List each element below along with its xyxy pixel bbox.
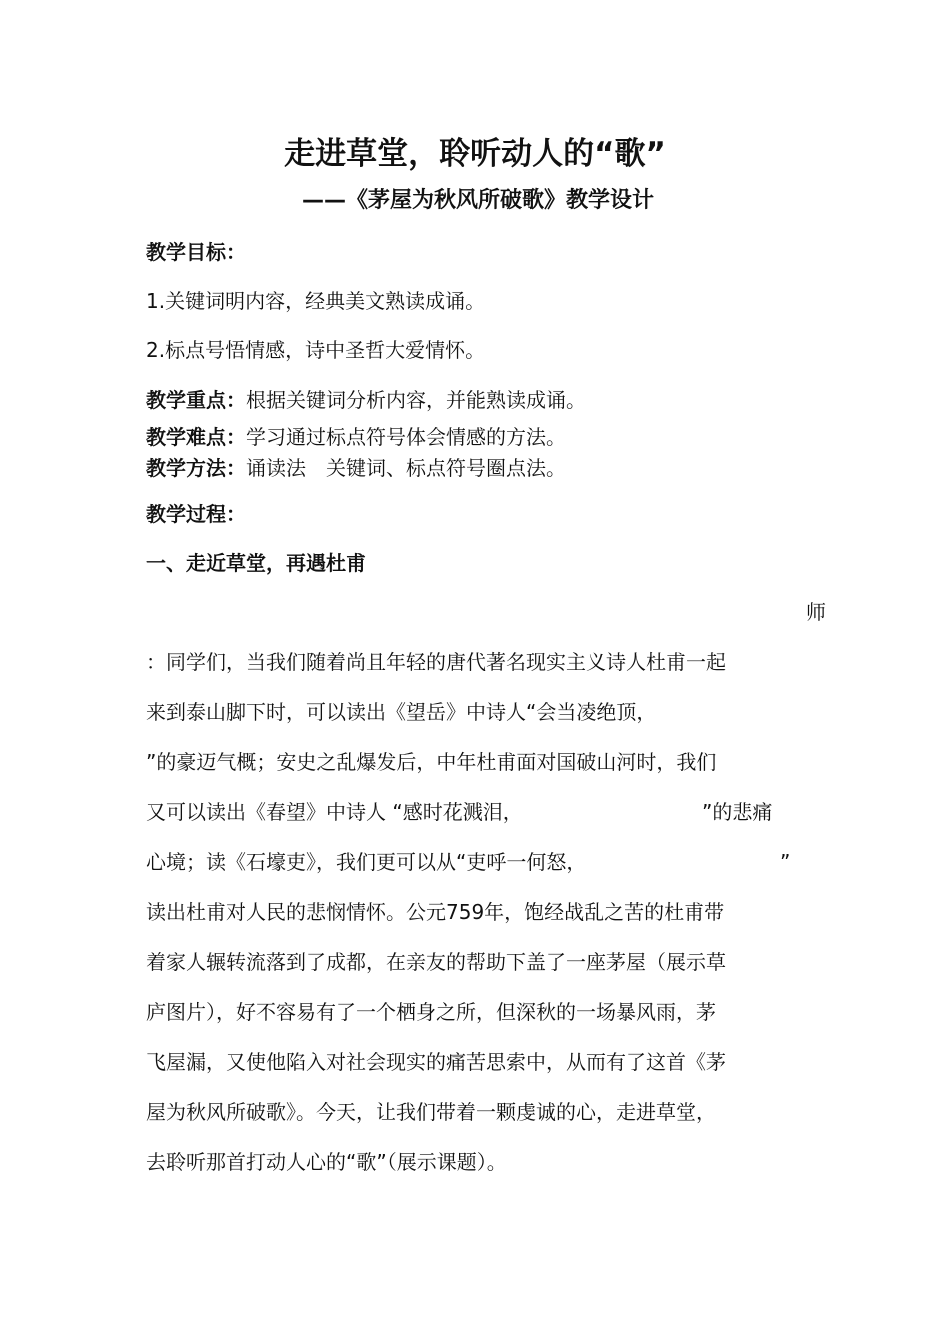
section-1-heading: 一、走近草堂，再遇杜甫 xyxy=(146,551,366,575)
document-title: 走进草堂，聆听动人的“歌” xyxy=(284,136,666,172)
paragraph-line: 来到泰山脚下时，可以读出《望岳》中诗人“会当凌绝顶， xyxy=(146,700,657,724)
key-point-label: 教学重点： xyxy=(146,388,246,412)
goal-item-1: 1.关键词明内容，经典美文熟读成诵。 xyxy=(146,289,486,313)
paragraph-line: 心境；读《石壕吏》，我们更可以从“吏呼一何怒， xyxy=(146,850,587,874)
key-point xyxy=(146,386,586,414)
document-subtitle: ——《茅屋为秋风所破歌》教学设计 xyxy=(302,188,655,213)
paragraph-line: 屋为秋风所破歌》。今天，让我们带着一颗虔诚的心，走进草堂， xyxy=(146,1100,716,1124)
goals-heading: 教学目标： xyxy=(146,240,246,264)
paragraph-line: 读出杜甫对人民的悲悯情怀。公元759年，饱经战乱之苦的杜甫带 xyxy=(146,900,725,924)
difficulty-text: 学习通过标点符号体会情感的方法。 xyxy=(246,425,566,449)
paragraph-line: 庐图片），好不容易有了一个栖身之所，但深秋的一场暴风雨，茅 xyxy=(146,1000,716,1024)
teaching-method xyxy=(146,454,566,482)
paragraph-line: 飞屋漏，又使他陷入对社会现实的痛苦思索中，从而有了这首《茅 xyxy=(146,1050,726,1074)
difficulty-point xyxy=(146,423,566,451)
paragraph-line: ”的豪迈气概；安史之乱爆发后，中年杜甫面对国破山河时，我们 xyxy=(146,750,717,774)
paragraph-line: 又可以读出《春望》中诗人 “感时花溅泪， xyxy=(146,800,523,824)
goal-item-2: 2.标点号悟情感，诗中圣哲大爱情怀。 xyxy=(146,338,486,362)
paragraph-line: 着家人辗转流落到了成都，在亲友的帮助下盖了一座茅屋（展示草 xyxy=(146,950,726,974)
paragraph-line-fragment: ” xyxy=(780,850,791,874)
teacher-label: 师 xyxy=(806,600,826,624)
key-point-text: 根据关键词分析内容，并能熟读成诵。 xyxy=(246,388,586,412)
method-text: 诵读法 关键词、标点符号圈点法。 xyxy=(246,456,566,480)
process-heading: 教学过程： xyxy=(146,502,246,526)
difficulty-label: 教学难点： xyxy=(146,425,246,449)
method-label: 教学方法： xyxy=(146,456,246,480)
paragraph-line: ：同学们，当我们随着尚且年轻的唐代著名现实主义诗人杜甫一起 xyxy=(146,650,726,674)
paragraph-line-fragment: ”的悲痛 xyxy=(702,800,773,824)
paragraph-line: 去聆听那首打动人心的“歌”（展示课题）。 xyxy=(146,1150,507,1174)
